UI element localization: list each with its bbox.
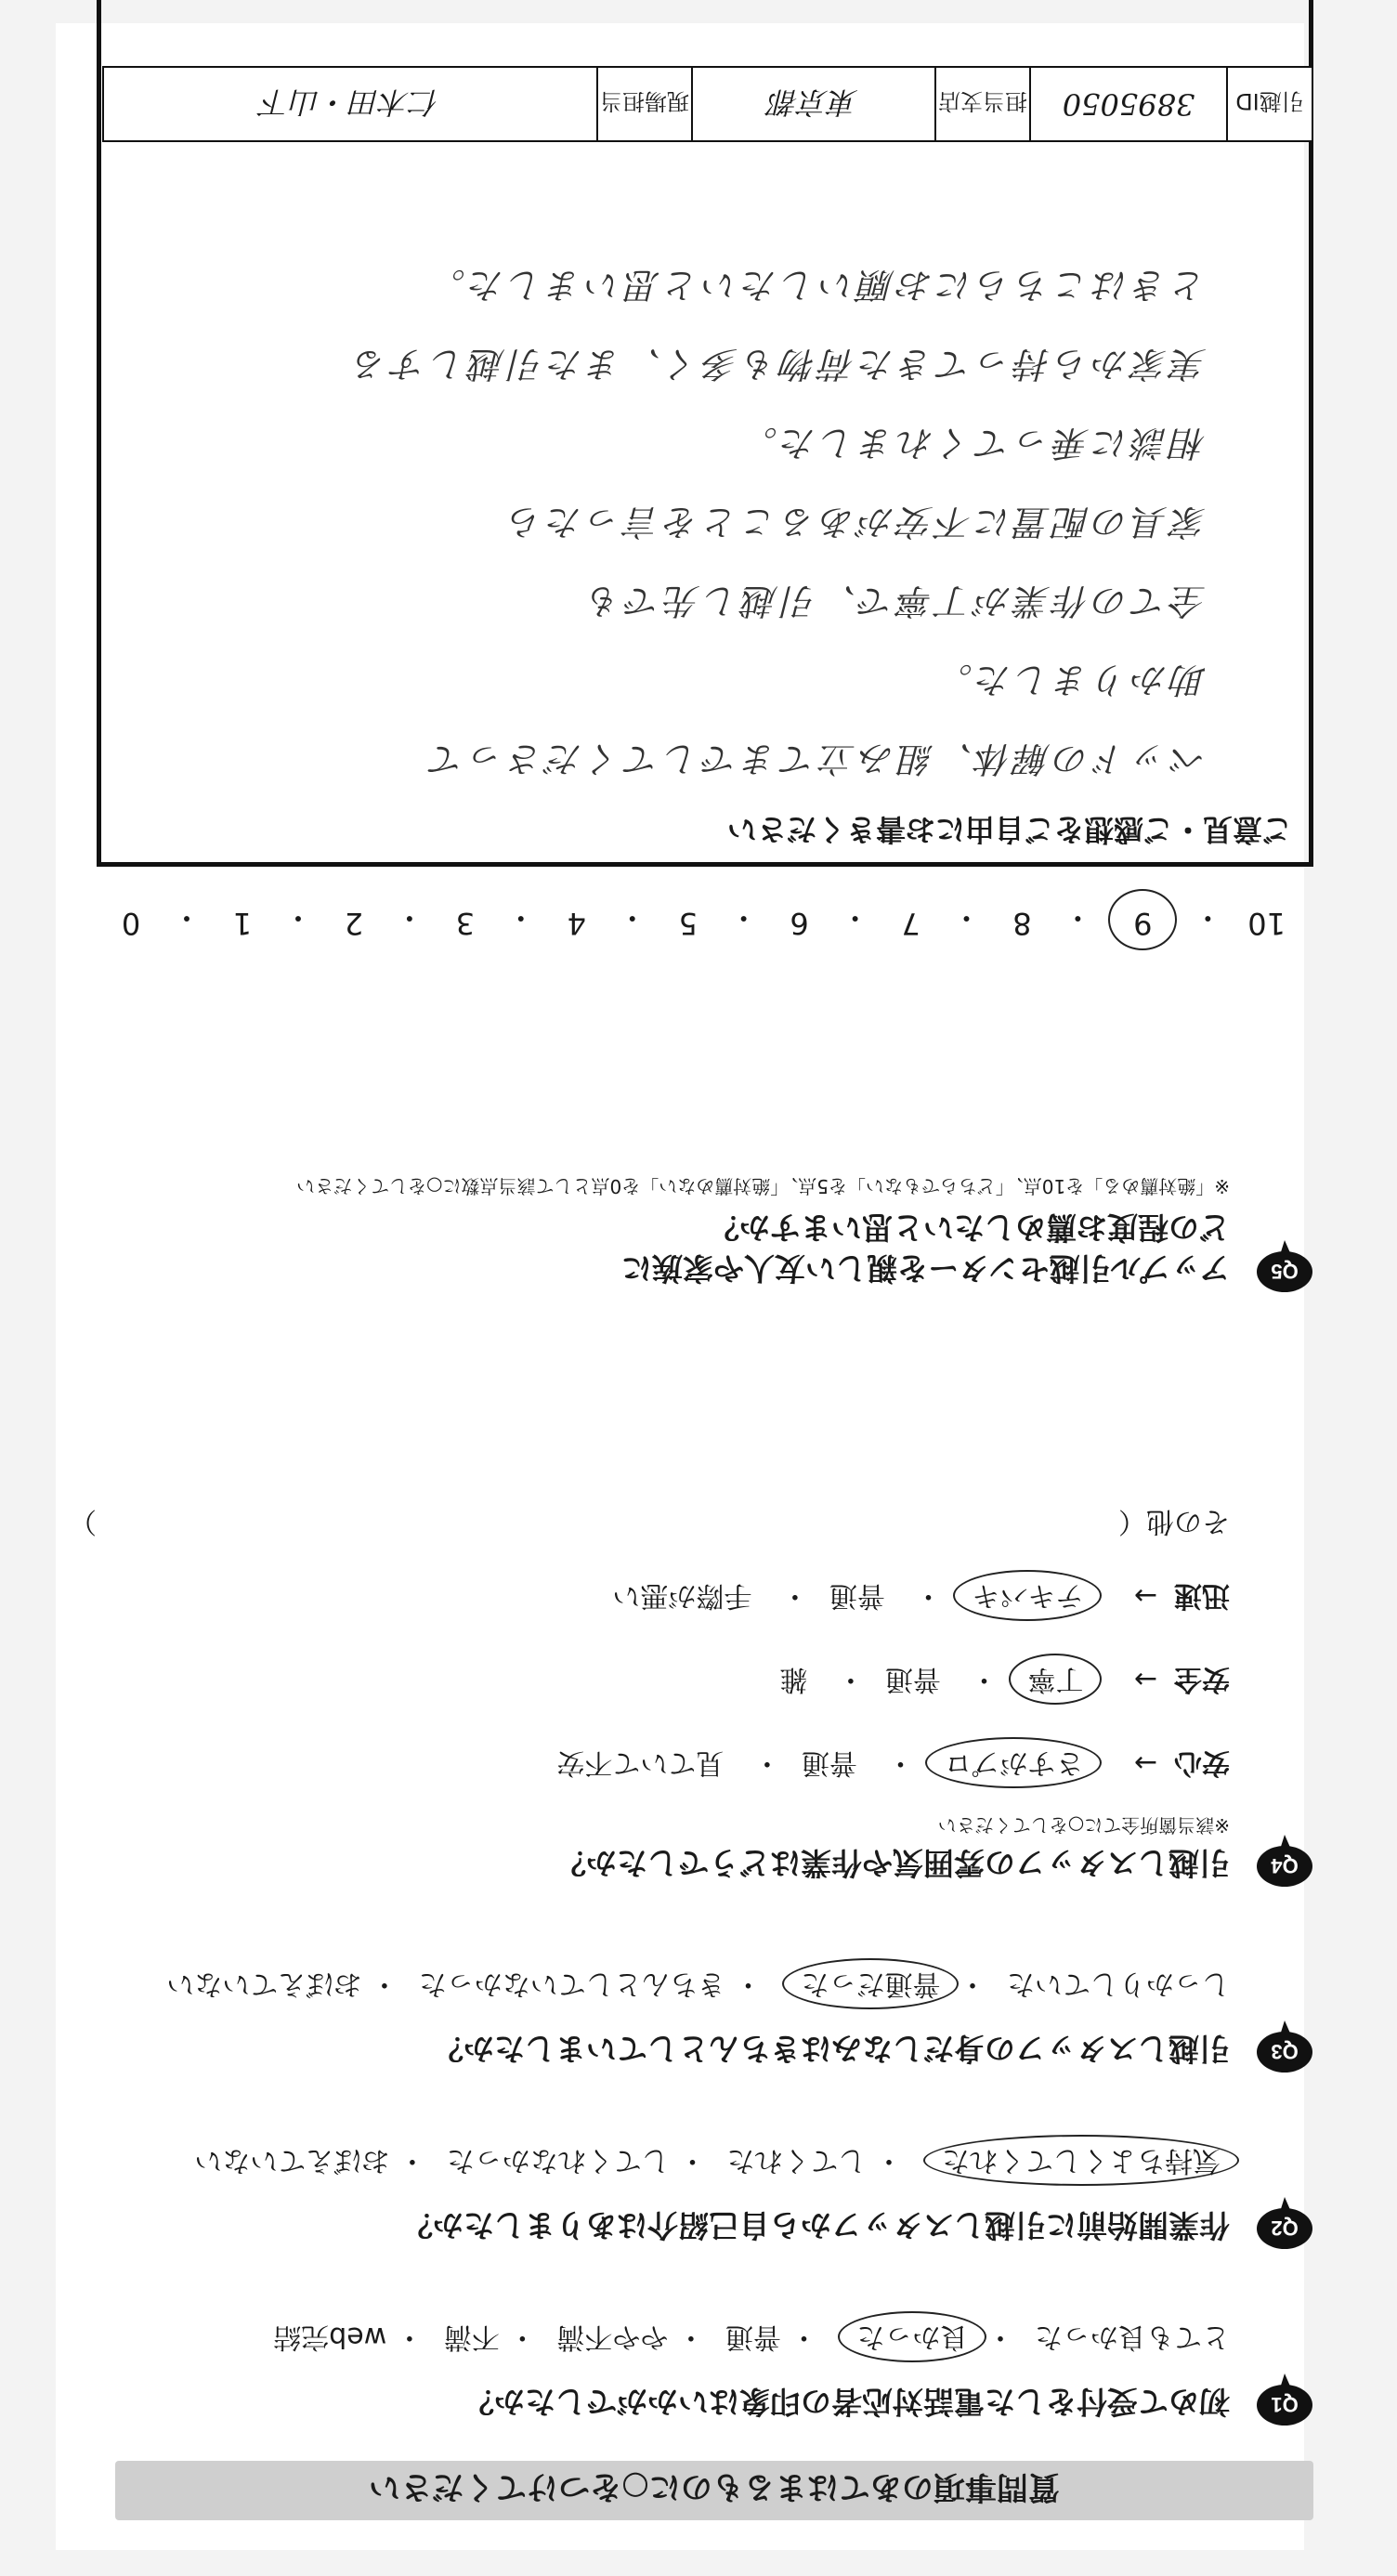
q1-option-4[interactable]: やや不満 bbox=[556, 2321, 669, 2353]
q4-row-1-option-2[interactable]: 普通 bbox=[801, 1746, 857, 1779]
q4-row-anzen: 安全→ 丁寧・ 普通・ 雑 bbox=[779, 1662, 1230, 1703]
svg-text:Q3: Q3 bbox=[1271, 2040, 1299, 2063]
q2-option-1-selected[interactable]: 気持ちよくしてくれた bbox=[923, 2135, 1239, 2186]
q5-score-scale: 10 ・ 9 ・ 8 ・ 7 ・ 6 ・ 5 ・ 4 ・ 3 ・ 2 ・ 1 ・ 0 bbox=[115, 898, 1286, 941]
q4-row-3-option-3[interactable]: 手際が悪い bbox=[612, 1579, 752, 1612]
q3-option-4[interactable]: おぼえていない bbox=[166, 1968, 362, 2000]
q4-row-3-option-1-selected[interactable]: テキパキ bbox=[953, 1570, 1102, 1621]
svg-text:Q5: Q5 bbox=[1271, 1260, 1299, 1283]
id-label: 引越ID bbox=[1226, 68, 1312, 140]
q1-option-2-selected[interactable]: 良かった bbox=[838, 2311, 986, 2362]
question-4 bbox=[69, 1498, 1313, 1889]
arrow-icon: → bbox=[1133, 1746, 1157, 1779]
office-use-table bbox=[102, 66, 1313, 142]
q2-option-3[interactable]: してくれなかった bbox=[446, 2144, 670, 2177]
score-10[interactable]: 10 bbox=[1247, 906, 1286, 941]
id-value: 3895050 bbox=[1029, 68, 1226, 140]
q4-row-2-label: 安全 bbox=[1174, 1663, 1230, 1695]
q4-row-1-label: 安心 bbox=[1174, 1746, 1230, 1779]
score-6[interactable]: 6 bbox=[790, 906, 809, 941]
q5-text-line-2: どの程度お薦めしたいと思いますか？ bbox=[709, 1210, 1230, 1246]
branch-value: 東京都 bbox=[691, 68, 934, 140]
q4-other-label: その他（ bbox=[1118, 1505, 1230, 1537]
q3-badge-icon bbox=[1256, 2028, 1313, 2074]
person-value: 仁木田・山下 bbox=[261, 85, 440, 120]
q1-options: とても良かった・ 良かった・ 普通・ やや不満・ 不満・ web完結 bbox=[273, 2320, 1230, 2360]
score-8[interactable]: 8 bbox=[1012, 906, 1032, 941]
q5-note: ※「絶対薦める」を10点、「どちらでもない」を5点、「絶対薦めない」を0点として該当点数に○をしてください bbox=[296, 1175, 1230, 1197]
q4-badge-icon bbox=[1256, 1842, 1313, 1889]
q4-row-2-option-3[interactable]: 雑 bbox=[779, 1663, 808, 1695]
survey-header-text: 質問事項のあてはまるものに○をつけてください bbox=[369, 2468, 1060, 2506]
comment-line-1: ベッドの解体、組み立てまでしてくださって bbox=[425, 739, 1207, 779]
score-5[interactable]: 5 bbox=[678, 906, 698, 941]
q4-row-2-option-1-selected[interactable]: 丁寧 bbox=[1009, 1654, 1102, 1705]
q1-option-5[interactable]: 不満 bbox=[443, 2321, 500, 2353]
q4-row-1-option-3[interactable]: 見ていて不安 bbox=[556, 1746, 725, 1779]
branch-label: 担当支店 bbox=[934, 68, 1029, 140]
q4-row-jinsoku: 迅速→ テキパキ・ 普通・ 手際が悪い bbox=[612, 1578, 1230, 1619]
score-9-selected[interactable]: 9 bbox=[1108, 889, 1177, 950]
question-3 bbox=[106, 1954, 1313, 2074]
comment-title: ご意見・ご感想をご自由にお書きください bbox=[726, 812, 1292, 847]
svg-text:Q1: Q1 bbox=[1271, 2393, 1299, 2416]
q4-other-row bbox=[69, 1504, 1230, 1545]
comment-line-6: 実家から持ってきた荷物も多く、また引越しする bbox=[348, 344, 1207, 385]
q4-row-2-option-2[interactable]: 普通 bbox=[884, 1663, 941, 1695]
q4-row-3-label: 迅速 bbox=[1174, 1579, 1230, 1612]
q4-row-anshin: 安心→ さすがプロ・ 普通・ 見ていて不安 bbox=[556, 1746, 1230, 1786]
q3-option-1[interactable]: しっかりしていた bbox=[1007, 1968, 1230, 2000]
comment-line-5: 相談に乗ってくれました。 bbox=[738, 423, 1207, 464]
q1-text: 初めて受付をした電話対応者の印象はいかがでしたか？ bbox=[463, 2384, 1230, 2420]
q2-text: 作業開始前に引越しスタッフから自己紹介はありましたか？ bbox=[402, 2207, 1230, 2243]
arrow-icon: → bbox=[1133, 1579, 1157, 1612]
q2-options: 気持ちよくしてくれた・ してくれた・ してくれなかった・ おぼえていない bbox=[194, 2143, 1230, 2184]
person-label: 現場担当 bbox=[596, 68, 691, 140]
q1-option-3[interactable]: 普通 bbox=[725, 2321, 781, 2353]
question-5 bbox=[106, 1108, 1313, 1294]
score-4[interactable]: 4 bbox=[567, 906, 586, 941]
score-3[interactable]: 3 bbox=[455, 906, 476, 941]
q2-option-4[interactable]: おぼえていない bbox=[194, 2144, 390, 2177]
survey-header bbox=[115, 2461, 1313, 2520]
q1-option-6[interactable]: web完結 bbox=[273, 2321, 387, 2353]
q2-badge-icon bbox=[1256, 2204, 1313, 2251]
score-0[interactable]: 0 bbox=[121, 906, 141, 941]
question-1 bbox=[106, 2307, 1313, 2427]
q3-option-2-selected[interactable]: 普通だった bbox=[782, 1958, 959, 2009]
comment-line-4: 家具の配置に不安があることを言ったら bbox=[503, 502, 1207, 543]
comment-line-2: 助かりました。 bbox=[933, 660, 1207, 700]
score-7[interactable]: 7 bbox=[901, 906, 920, 941]
q3-options: しっかりしていた・ 普通だった・ きちんとしていなかった・ おぼえていない bbox=[166, 1967, 1230, 2007]
score-2[interactable]: 2 bbox=[344, 906, 364, 941]
comment-line-7: ときはこちらにお願いしたいと思いました。 bbox=[425, 265, 1207, 306]
q4-other-close: ） bbox=[69, 1505, 97, 1537]
arrow-icon: → bbox=[1133, 1663, 1157, 1695]
q4-row-3-option-2[interactable]: 普通 bbox=[829, 1579, 885, 1612]
q5-text-line-1: アップル引越センターを親しい友人や家族に bbox=[620, 1250, 1230, 1287]
comment-line-3: 全ての作業が丁寧で、引越し先でも bbox=[582, 581, 1207, 621]
q5-badge-icon bbox=[1256, 1248, 1313, 1294]
q1-badge-icon bbox=[1256, 2381, 1313, 2427]
score-1[interactable]: 1 bbox=[232, 906, 253, 941]
question-2 bbox=[106, 2130, 1313, 2251]
q4-note: ※該当箇所全てに○をしてください bbox=[937, 1814, 1230, 1837]
q4-row-1-option-1-selected[interactable]: さすがプロ bbox=[925, 1737, 1102, 1788]
svg-text:Q2: Q2 bbox=[1271, 2216, 1299, 2240]
svg-text:Q4: Q4 bbox=[1271, 1854, 1299, 1877]
q2-option-2[interactable]: してくれた bbox=[726, 2144, 867, 2177]
q1-option-1[interactable]: とても良かった bbox=[1035, 2321, 1230, 2353]
q4-text: 引越しスタッフの雰囲気や作業はどうでしたか？ bbox=[555, 1845, 1230, 1881]
q3-option-3[interactable]: きちんとしていなかった bbox=[418, 1968, 725, 2000]
q3-text: 引越しスタッフの身だしなみはきちんとしていましたか？ bbox=[433, 2031, 1230, 2067]
